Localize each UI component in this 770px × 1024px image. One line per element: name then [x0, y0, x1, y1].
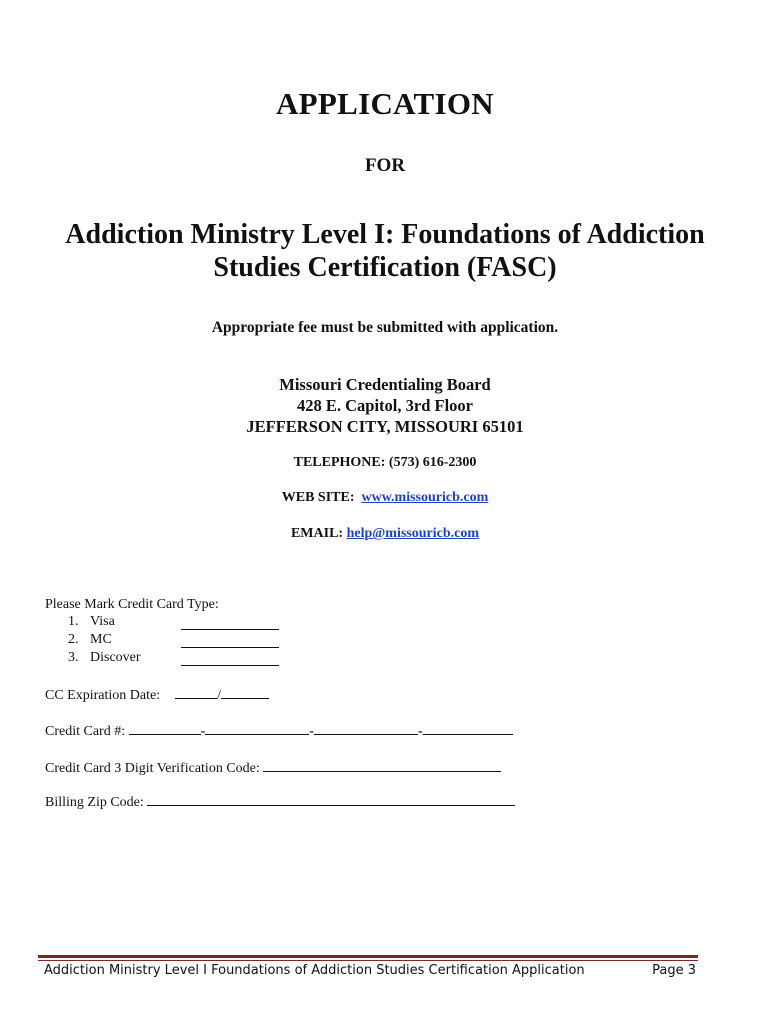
- option-discover: [68, 650, 141, 666]
- credit-card-type-label: Please Mark Credit Card Type:: [45, 597, 219, 612]
- page-title: APPLICATION: [275, 86, 494, 121]
- board-name: Missouri Credentialing Board: [279, 375, 491, 394]
- email-link[interactable]: help@missouricb.com: [346, 526, 480, 541]
- option-number: 3.: [68, 650, 79, 665]
- board-address-line1: 428 E. Capitol, 3rd Floor: [297, 396, 473, 415]
- card-number-label: Credit Card #:: [45, 724, 126, 739]
- certification-title: [0, 218, 770, 284]
- expiration-separator: /: [217, 688, 221, 703]
- email-label: EMAIL:: [290, 526, 344, 541]
- expiration-month-field[interactable]: [175, 686, 217, 699]
- card-number-row: Credit Card #: - - -: [45, 722, 513, 740]
- footer-divider: [38, 955, 698, 958]
- footer-divider-thin: [38, 960, 698, 961]
- option-number: 2.: [68, 632, 79, 647]
- discover-mark-field[interactable]: [181, 665, 279, 666]
- website-link[interactable]: www.missouricb.com: [361, 490, 489, 505]
- option-visa: [68, 614, 115, 630]
- website-row: [0, 490, 770, 506]
- zip-code-field[interactable]: [147, 793, 515, 806]
- expiration-row: [45, 686, 269, 704]
- footer-page-number: Page 3: [652, 963, 696, 978]
- mc-mark-field[interactable]: [181, 647, 279, 648]
- expiration-year-field[interactable]: [221, 686, 269, 699]
- card-number-group4-field[interactable]: [423, 722, 513, 735]
- expiration-label: CC Expiration Date:: [45, 688, 161, 703]
- telephone: TELEPHONE: (573) 616-2300: [293, 455, 477, 470]
- card-number-group2-field[interactable]: [205, 722, 309, 735]
- zip-label: Billing Zip Code:: [45, 795, 144, 810]
- board-address-line2: JEFFERSON CITY, MISSOURI 65101: [246, 417, 524, 436]
- option-number: 1.: [68, 614, 79, 629]
- fee-note: Appropriate fee must be submitted with application.: [211, 319, 559, 336]
- visa-mark-field[interactable]: [181, 629, 279, 630]
- board-address-block: [0, 374, 770, 437]
- option-mc: [68, 632, 112, 648]
- verification-label: Credit Card 3 Digit Verification Code:: [45, 761, 260, 776]
- for-label: FOR: [364, 155, 406, 176]
- verification-row: [45, 759, 501, 777]
- verification-code-field[interactable]: [263, 759, 501, 772]
- website-label: WEB SITE:: [281, 490, 355, 505]
- footer-document-title: Addiction Ministry Level I Foundations of Addiction Studies Certification Application: [44, 963, 585, 978]
- certification-title-line2: Studies Certification (FASC): [213, 252, 557, 283]
- option-label: MC: [90, 632, 112, 647]
- zip-row: [45, 793, 515, 811]
- card-number-group3-field[interactable]: [314, 722, 418, 735]
- option-label: Discover: [90, 650, 141, 665]
- certification-title-line1: Addiction Ministry Level I: Foundations of Addiction: [65, 219, 705, 250]
- card-number-group1-field[interactable]: [129, 722, 201, 735]
- option-label: Visa: [90, 614, 115, 629]
- email-row: [0, 526, 770, 542]
